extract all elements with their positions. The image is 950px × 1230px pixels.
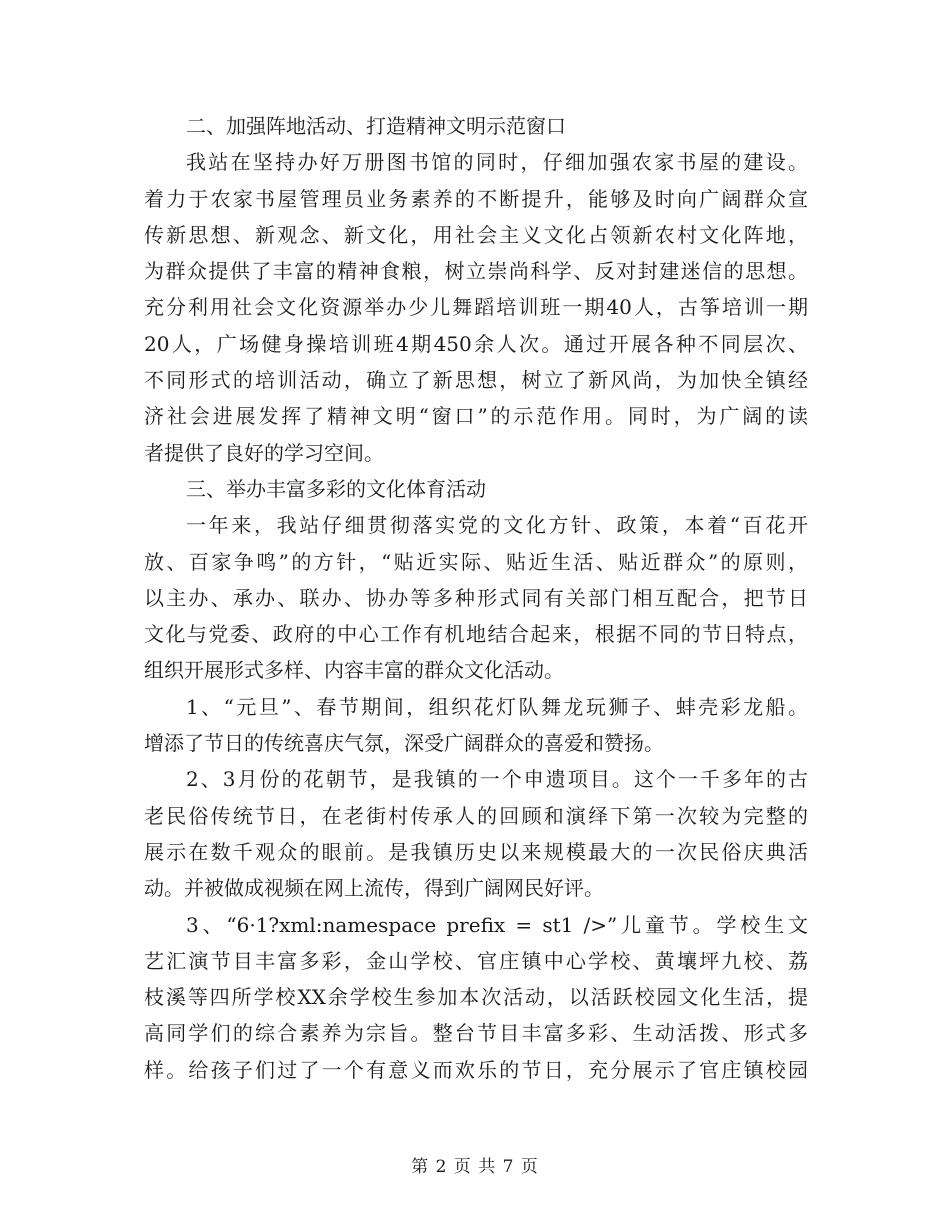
page-number: 第 2 页 共 7 页 xyxy=(411,1157,539,1177)
text-line: 1、“元旦”、春节期间，组织花灯队舞龙玩狮子、蚌壳彩龙船。 xyxy=(186,694,808,719)
text-line: 放、百家争鸣”的方针，“贴近实际、贴近生活、贴近群众”的原则， xyxy=(144,549,808,574)
text-line: 枝溪等四所学校XX余学校生参加本次活动，以活跃校园文化生活，提 xyxy=(144,985,808,1010)
page-footer xyxy=(0,1152,950,1177)
document-body xyxy=(144,108,808,1088)
text-line: 者提供了良好的学习空间。 xyxy=(144,440,384,465)
text-line: 传新思想、新观念、新文化，用社会主义文化占领新农村文化阵地， xyxy=(144,222,808,247)
text-line: 不同形式的培训活动，确立了新思想，树立了新风尚，为加快全镇经 xyxy=(144,368,808,393)
text-line: 济社会进展发挥了精神文明“窗口”的示范作用。同时，为广阔的读 xyxy=(144,404,808,429)
text-line: 动。并被做成视频在网上流传，得到广阔网民好评。 xyxy=(144,876,604,901)
text-line: 组织开展形式多样、内容丰富的群众文化活动。 xyxy=(144,658,564,683)
text-line: 为群众提供了丰富的精神食粮，树立崇尚科学、反对封建迷信的思想。 xyxy=(144,259,808,284)
text-line: 展示在数千观众的眼前。是我镇历史以来规模最大的一次民俗庆典活 xyxy=(144,839,808,864)
text-line: 样。给孩子们过了一个有意义而欢乐的节日，充分展示了官庄镇校园 xyxy=(144,1057,808,1082)
text-line: 我站在坚持办好万册图书馆的同时，仔细加强农家书屋的建设。 xyxy=(186,150,808,175)
text-line: 着力于农家书屋管理员业务素养的不断提升，能够及时向广阔群众宣 xyxy=(144,186,808,211)
text-line: 3、“6·1?xml:namespace prefix = st1 />”儿童节。学校生文 xyxy=(186,912,808,937)
text-line: 增添了节日的传统喜庆气氛，深受广阔群众的喜爱和赞扬。 xyxy=(144,731,664,756)
text-line: 2、3月份的花朝节，是我镇的一个申遗项目。这个一千多年的古 xyxy=(186,767,808,792)
text-line: 文化与党委、政府的中心工作有机地结合起来，根据不同的节日特点， xyxy=(144,622,808,647)
text-line: 老民俗传统节日，在老街村传承人的回顾和演绎下第一次较为完整的 xyxy=(144,803,808,828)
text-line: 充分利用社会文化资源举办少儿舞蹈培训班一期40人，古筝培训一期 xyxy=(144,295,808,320)
text-line: 以主办、承办、联办、协办等多种形式同有关部门相互配合，把节日 xyxy=(144,585,808,610)
text-line: 三、举办丰富多彩的文化体育活动 xyxy=(186,476,486,501)
text-line: 20人，广场健身操培训班4期450余人次。通过开展各种不同层次、 xyxy=(144,331,808,356)
text-line: 一年来，我站仔细贯彻落实党的文化方针、政策，本着“百花开 xyxy=(186,513,808,538)
text-line: 二、加强阵地活动、打造精神文明示范窗口 xyxy=(186,114,566,138)
text-line: 艺汇演节目丰富多彩，金山学校、官庄镇中心学校、黄壤坪九校、荔 xyxy=(144,948,808,973)
text-line: 高同学们的综合素养为宗旨。整台节目丰富多彩、生动活拨、形式多 xyxy=(144,1021,808,1046)
